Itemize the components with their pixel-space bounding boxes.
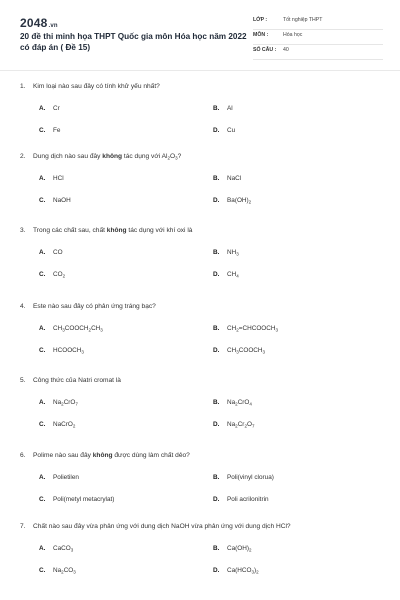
exam-title: 20 đề thi minh họa THPT Quốc gia môn Hóa học năm 2022 có đáp án ( Đề 15) [20,32,247,52]
option-letter: D. [213,496,220,503]
question-body: Dung dịch nào sau đây không tác dụng với $Al_2O_3$? [33,153,182,161]
question-text [20,522,385,531]
option-text: $Na_2Cr_2O_7$ [227,421,255,429]
option-text: Polietilen [53,474,79,481]
option-c[interactable] [39,567,76,574]
option-text: $Na_2CrO_7$ [53,399,78,407]
option-letter: D. [213,127,220,134]
option-letter: A. [39,474,46,481]
option-a[interactable] [39,249,63,256]
option-text: $CH_4$ [227,271,239,279]
option-b[interactable] [213,325,278,332]
option-letter: B. [213,399,220,406]
question-text [20,302,385,311]
option-text: Cu [227,127,236,134]
question-body: Công thức của Natri cromat là [33,377,121,384]
option-c[interactable] [39,496,114,503]
header-divider [0,70,400,71]
question-1 [20,82,385,134]
option-text: NaOH [53,197,71,204]
option-b[interactable] [213,399,252,406]
logo-suffix: .vn [48,23,58,29]
option-letter: D. [213,567,220,574]
meta-row-count [253,46,383,60]
question-body: Polime nào sau đây không được dùng làm chất dẻo? [33,452,190,459]
option-b[interactable] [213,175,241,182]
question-5 [20,376,385,429]
option-text: $HCOOCH_3$ [53,347,84,355]
option-d[interactable] [213,127,235,134]
option-letter: C. [39,127,46,134]
option-letter: D. [213,347,220,354]
option-text: $CH_3COOCH_3$ [227,347,266,355]
option-letter: B. [213,325,220,332]
meta-value: Tốt nghiệp THPT [283,17,323,23]
option-letter: C. [39,496,46,503]
option-text: $Ca(OH)_2$ [227,545,252,553]
option-d[interactable] [213,347,265,354]
meta-value: 40 [283,47,289,53]
question-4 [20,302,385,355]
question-body: Chất nào sau đây vừa phản ứng với dung dịch NaOH vừa phản ứng với dung dịch HCl? [33,523,291,530]
option-text: $CO_2$ [53,271,66,279]
question-text [20,152,385,161]
question-number: 5. [20,377,26,384]
option-a[interactable] [39,105,60,112]
option-letter: A. [39,105,46,112]
option-text: CO [53,249,63,256]
question-body: Este nào sau đây có phản ứng tráng bạc? [33,303,156,310]
option-c[interactable] [39,197,71,204]
question-number: 7. [20,523,26,530]
option-a[interactable] [39,545,73,552]
option-a[interactable] [39,325,103,332]
option-text: $Ca(HCO_3)_2$ [227,567,259,575]
meta-label: LỚP : [253,17,268,23]
option-letter: C. [39,347,46,354]
option-d[interactable] [213,496,269,503]
option-letter: C. [39,421,46,428]
option-c[interactable] [39,271,65,278]
question-number: 3. [20,227,26,234]
option-text: $Na_2CO_3$ [53,567,76,575]
option-text: Cr [53,105,60,112]
question-number: 1. [20,83,26,90]
option-c[interactable] [39,347,84,354]
option-a[interactable] [39,175,64,182]
option-letter: B. [213,249,220,256]
option-text: HCl [53,175,64,182]
question-text [20,226,385,235]
option-b[interactable] [213,474,274,481]
option-d[interactable] [213,271,239,278]
option-letter: A. [39,545,46,552]
option-text: $NH_3$ [227,249,239,257]
logo-main: 2048 [20,16,48,30]
option-letter: A. [39,399,46,406]
option-text: Fe [53,127,61,134]
option-d[interactable] [213,567,259,574]
option-text: $CH_3COOCH_2CH_3$ [53,325,103,333]
option-letter: C. [39,271,46,278]
site-logo[interactable] [20,16,58,30]
question-7 [20,522,385,575]
question-number: 4. [20,303,26,310]
option-letter: B. [213,105,220,112]
option-text: Poli(vinyl clorua) [227,474,274,481]
question-body: Trong các chất sau, chất không tác dụng với khí oxi là [33,227,193,234]
option-letter: D. [213,271,220,278]
option-b[interactable] [213,545,252,552]
option-letter: A. [39,175,46,182]
option-letter: A. [39,249,46,256]
option-text: NaCrO$_2$ [53,421,76,429]
option-d[interactable] [213,197,251,204]
meta-row-class [253,16,383,30]
option-a[interactable] [39,399,78,406]
option-c[interactable] [39,127,60,134]
option-letter: B. [213,545,220,552]
meta-value: Hóa học [283,32,303,38]
question-2 [20,152,385,205]
option-letter: D. [213,197,220,204]
option-b[interactable] [213,105,233,112]
option-text: Poli(metyl metacrylat) [53,496,115,503]
question-3 [20,226,385,279]
question-text [20,451,385,460]
question-number: 6. [20,452,26,459]
option-letter: A. [39,325,46,332]
option-text: $Ba(OH)_2$ [227,197,252,205]
option-d[interactable] [213,421,254,428]
option-b[interactable] [213,249,239,256]
option-letter: D. [213,421,220,428]
option-letter: B. [213,175,220,182]
meta-label: MÔN : [253,32,269,38]
option-letter: B. [213,474,220,481]
question-6 [20,451,385,503]
option-text: CaCO$_3$ [53,545,74,553]
question-text [20,376,385,385]
exam-header [0,0,400,78]
option-text: $Na_2CrO_4$ [227,399,252,407]
option-text: $CH_2=CHCOOCH_3$ [227,325,279,333]
question-text [20,82,385,91]
question-body: Kim loại nào sau đây có tính khử yếu nhất? [33,83,160,90]
question-number: 2. [20,153,26,160]
option-text: Al [227,105,233,112]
option-c[interactable] [39,421,75,428]
exam-meta [253,16,383,61]
option-letter: C. [39,197,46,204]
option-text: Poli acrilonitrin [227,496,269,503]
meta-label: SỐ CÂU : [253,47,277,53]
option-a[interactable] [39,474,79,481]
meta-row-subject [253,31,383,45]
option-text: NaCl [227,175,242,182]
option-letter: C. [39,567,46,574]
